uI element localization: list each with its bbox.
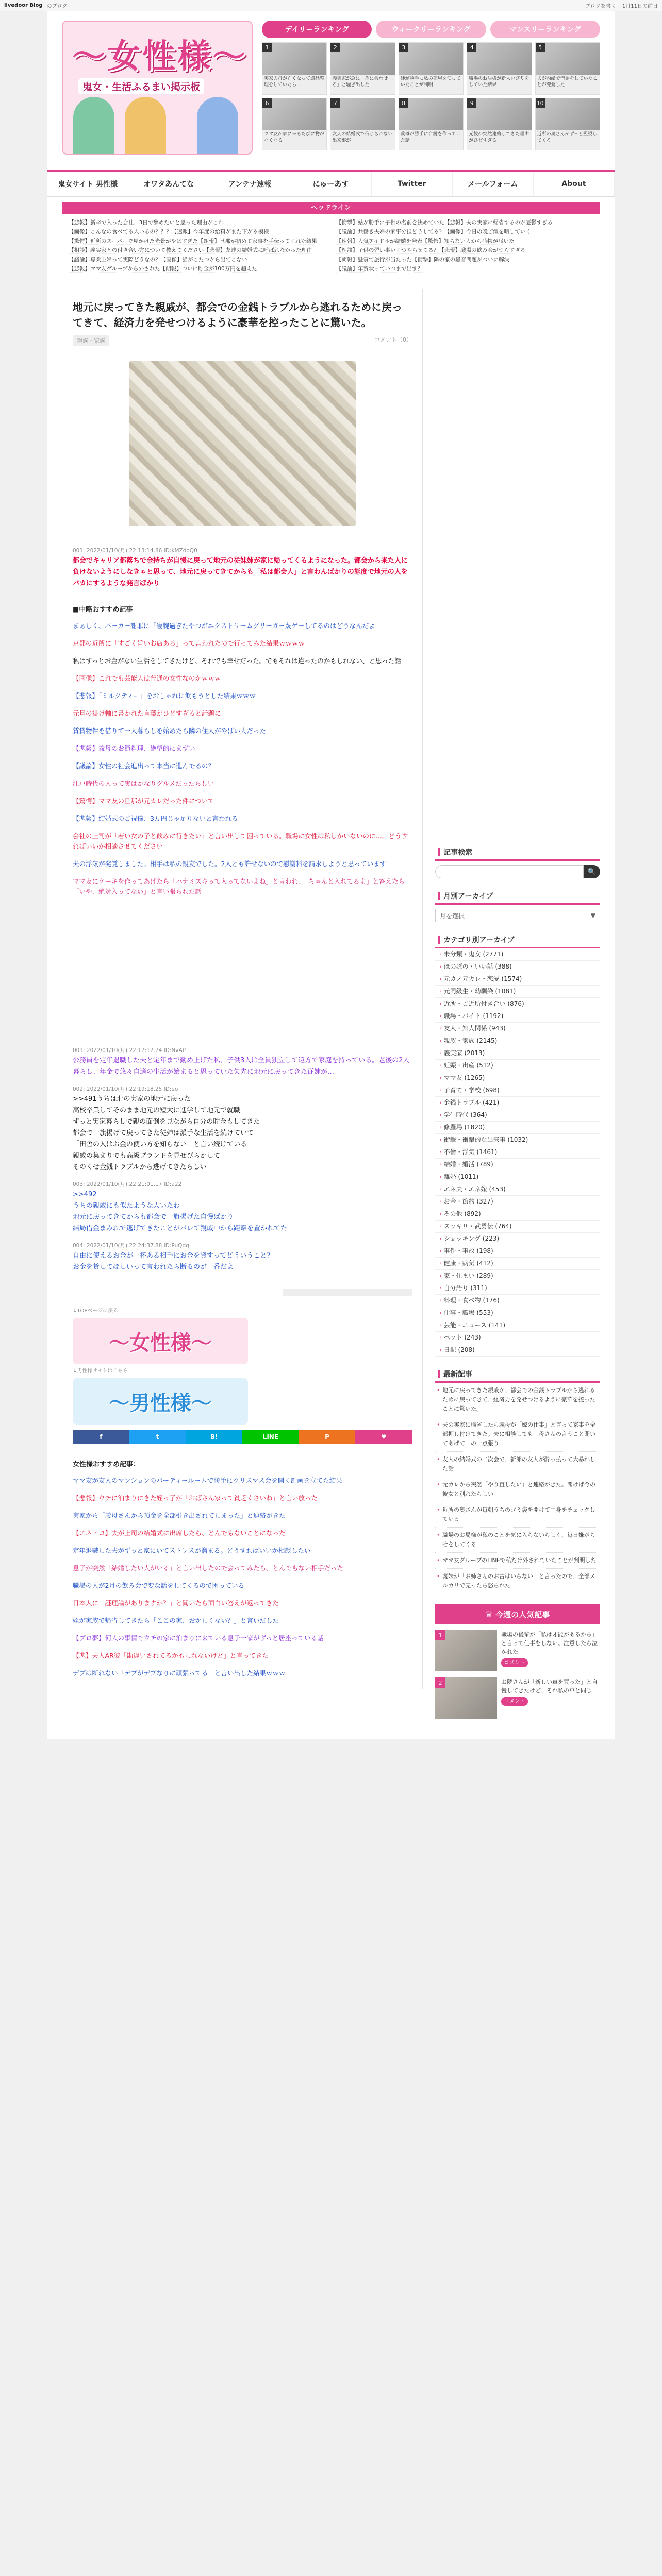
popular-title: お隣さんが「新しい車を買った」と自慢してきたけど、それ私の車と同じ — [501, 1679, 598, 1694]
banner-label: ↓TOPページに戻る — [73, 1308, 119, 1314]
recommended-list — [73, 621, 412, 897]
popular-thumbnail — [435, 1677, 497, 1719]
recommended-link[interactable]: ママ友にケーキを作ってあげたら「ハナミズキって入ってないよね」と言われ、「ちゃんと入れてるよ」と答えたら「いや、絶対入ってない」と言い張られた話 — [73, 877, 405, 895]
ranking-item[interactable] — [535, 98, 600, 150]
category-list — [435, 948, 600, 1357]
recent-article-link[interactable]: • 夫の実家に帰省したら義母が「嫁の仕事」と言って家事を全部押し付けてきた。夫に相談しても「母さんの言うこと聞いてあげて」の一点張り — [435, 1417, 600, 1452]
ranking-number: 9 — [467, 98, 476, 108]
category-link[interactable]: › 芸能・ニュース (141) — [435, 1319, 600, 1332]
category-link[interactable]: › ほのぼの・いい話 (388) — [435, 961, 600, 973]
archive-heading: 月別アーカイブ — [443, 892, 493, 901]
popular-list — [435, 1630, 600, 1719]
recommended-heading: ■中略おすすめ記事 — [73, 606, 133, 614]
headline-item[interactable]: 【議論】専業主婦って実際どうなの？ — [69, 257, 161, 263]
popular-title: 職場の後輩が「私は才能があるから」と言って仕事をしない。注意したら泣かれた — [501, 1631, 598, 1655]
date-link[interactable]: 1月11日の前日 — [622, 4, 658, 9]
category-link[interactable]: › 事件・事故 (198) — [435, 1245, 600, 1258]
category-link[interactable]: › 元カノ元カレ・恋愛 (1574) — [435, 973, 600, 986]
logo-character-left — [73, 97, 114, 154]
ranking-thumbnail — [330, 43, 394, 75]
category-link[interactable]: › 友人・知人関係 (943) — [435, 1023, 600, 1035]
ranking-number: 10 — [536, 98, 545, 108]
search-heading: 記事検索 — [443, 849, 472, 857]
popular-thumbnail — [435, 1630, 497, 1671]
ranking-number: 8 — [399, 98, 408, 108]
recommended-link[interactable]: 【画像】これでも芸能人は普通の女性なのかｗｗｗ — [73, 674, 221, 682]
category-link[interactable]: › 不倫・浮気 (1461) — [435, 1146, 600, 1159]
ranking-thumbnail — [330, 98, 394, 130]
category-link[interactable]: › 衝撃・衝撃的な出来事 (1032) — [435, 1134, 600, 1146]
logo-character-center — [125, 97, 166, 154]
ranking-item[interactable] — [467, 42, 532, 95]
ranking-number: 5 — [536, 43, 545, 52]
recent-heading: 最新記事 — [443, 1370, 472, 1379]
ranking-number: 3 — [399, 43, 408, 52]
response-list-2 — [73, 1046, 412, 1273]
popular-item[interactable] — [435, 1630, 600, 1671]
tab-weekly-ranking[interactable]: ウィークリーランキング — [376, 21, 486, 38]
popular-text — [501, 1677, 600, 1719]
popular-rank: 1 — [435, 1630, 445, 1640]
headline-item[interactable]: 【悲報】職場の飲み会がつらすぎる — [439, 247, 526, 253]
recommended-link[interactable]: 【悲報】義母のお節料理、絶望的にまずい — [73, 744, 195, 752]
headline-item[interactable]: 【速報】今年度の給料がまた下がる模様 — [171, 229, 269, 235]
category-link[interactable]: › 結婚・婚活 (789) — [435, 1159, 600, 1171]
ranking-item-title: 義実家が急に「孫に会わせろ」と騒ぎ出した — [332, 76, 388, 88]
article-title: 地元に戻ってきた親戚が、都会での金銭トラブルから逃れるために戻ってきて、経済力を発せつけるように豪華を控ったことに驚いた。 — [73, 301, 403, 329]
ranking-item[interactable] — [399, 98, 464, 150]
ranking-thumbnail — [467, 43, 531, 75]
recommended-link[interactable]: 【悲】夫人AR彼「勘違いされてるかもしれないけど」と言ってきた — [73, 1652, 269, 1659]
nav-about[interactable]: About — [534, 172, 615, 196]
response-list-1 — [73, 547, 412, 589]
category-link[interactable]: › 妊娠・出産 (512) — [435, 1060, 600, 1072]
recommended-link[interactable]: 【悲報】結婚式のご祝儀、3万円じゃ足りないと言われる — [73, 815, 238, 822]
headline-item[interactable]: 【衝撃】姑が勝手に子供の名前を決めていた — [336, 219, 444, 226]
more-recommended-list — [73, 1476, 412, 1679]
pagination-bar[interactable] — [283, 1289, 412, 1296]
category-link[interactable]: › 未分類・鬼女 (2771) — [435, 948, 600, 961]
popular-item[interactable] — [435, 1677, 600, 1719]
headline-item[interactable]: 【衝撃】隣の家の騒音問題がついに解決 — [412, 257, 509, 263]
ranking-number: 4 — [467, 43, 476, 52]
crown-icon: ♛ — [485, 1609, 493, 1619]
headline-box — [62, 202, 600, 278]
more-heading: 女性様おすすめ記事： — [73, 1461, 140, 1468]
headline-right-column — [336, 218, 593, 274]
category-link[interactable]: › その他 (892) — [435, 1208, 600, 1221]
ranking-tabs — [262, 21, 600, 38]
ranking-item[interactable] — [330, 98, 395, 150]
category-box — [435, 933, 600, 1357]
ranking-thumbnail — [262, 43, 326, 75]
ranking-item[interactable] — [330, 42, 395, 95]
male-site-banner[interactable]: 〜男性様〜 — [73, 1378, 248, 1425]
headline-item[interactable]: 【悲報】新卒で入った会社、3日で辞めたいと思った理由がこれ — [69, 219, 224, 226]
comment-badge: コメント — [501, 1658, 528, 1667]
ranking-item-title: 実家の母が亡くなって遺品整理をしていたら… — [264, 76, 325, 88]
article — [62, 289, 423, 1689]
nav-mail-form[interactable]: メールフォーム — [453, 172, 534, 196]
recent-article-link[interactable]: • 職場のお局様が私のことを気に入らないらしく、毎日嫌がらせをしてくる — [435, 1528, 600, 1553]
archive-select[interactable]: 月を選択 ▼ — [435, 909, 600, 922]
chevron-down-icon: ▼ — [590, 912, 595, 919]
search-box — [435, 845, 600, 878]
ranking-item[interactable] — [467, 98, 532, 150]
headline-item[interactable]: 【朗報】旦那が初めて家事を手伝ってくれた結果 — [197, 238, 317, 244]
category-link[interactable]: › スッキリ・武勇伝 (764) — [435, 1221, 600, 1233]
nav-twitter[interactable]: Twitter — [372, 172, 453, 196]
ranking-item-title: 姉が勝手に私の部屋を使っていたことが判明 — [400, 76, 461, 88]
recommended-link[interactable]: デブは断れない「デブがデブなりに頑張ってる」と言い出した結果ｗｗｗ — [73, 1669, 286, 1677]
recent-article-link[interactable]: • 義妹が「お姉さんのお古はいらない」と言ったので、全部メルカリで売ったら怒られた — [435, 1569, 600, 1594]
article-category[interactable]: 親族・家族 — [73, 335, 109, 346]
ranking-grid — [262, 42, 600, 150]
site-logo[interactable] — [62, 21, 253, 155]
ranking-thumbnail — [262, 98, 326, 130]
ranking-item-title: 近所の奥さんがずっと監視してくる — [537, 132, 598, 143]
eyecatch-image — [129, 361, 356, 526]
category-link[interactable]: › 健康・病気 (412) — [435, 1258, 600, 1270]
ranking-item-title: 友人の結婚式で信じられない出来事が — [332, 132, 393, 143]
ranking-thumbnail — [467, 98, 531, 130]
share-buttons — [73, 1430, 412, 1444]
recommended-link[interactable]: 江戸時代の人って実はかなりグルメだったらしい — [73, 779, 214, 787]
category-link[interactable]: › 金銭トラブル (421) — [435, 1097, 600, 1109]
site-header — [47, 11, 615, 161]
response-text: 自由に使えるお金が一杯ある相手にお金を貸すってどういうこと？ お金を貸してほしいって言われたら断るのが一番だよ — [73, 1252, 274, 1271]
category-link[interactable]: › 修羅場 (1820) — [435, 1122, 600, 1134]
logo-title: 〜女性様〜 — [72, 37, 247, 76]
popular-box — [435, 1604, 600, 1719]
banner-area — [73, 1306, 412, 1425]
headline-item[interactable]: 【議論】共働き夫婦の家事分担どうしてる？ — [336, 229, 444, 235]
recent-list — [435, 1383, 600, 1594]
recommended-link[interactable]: ママ友が友人のマンションのパーティールームで勝手にクリスマス会を開く計画を立てた結果 — [73, 1477, 342, 1484]
livedoor-logo[interactable]: livedoor Blog — [4, 3, 43, 8]
article-meta — [73, 335, 412, 346]
search-input[interactable] — [435, 865, 584, 878]
category-link[interactable]: › エネ夫・エネ嫁 (453) — [435, 1183, 600, 1196]
category-link[interactable]: › ペット (243) — [435, 1332, 600, 1344]
ranking-thumbnail — [536, 43, 600, 75]
ranking-item[interactable] — [535, 42, 600, 95]
headline-item[interactable]: 【相談】義実家との付き合い方について教えてください — [69, 247, 204, 253]
recommended-link[interactable]: 賃貸物件を借りて一人暮らしを始めたら隣の住人がやばい人だった — [73, 727, 267, 735]
ranking-item[interactable] — [399, 42, 464, 95]
response-meta: 001: 2022/01/10(月) 22:17:17.74 ID:NvAP — [73, 1047, 186, 1054]
category-heading: カテゴリ別アーカイブ — [443, 936, 515, 944]
sidebar — [435, 289, 600, 1729]
ranking-thumbnail — [536, 98, 600, 130]
recent-article-link[interactable]: • ママ友グループのLINEで私だけ外されていたことが判明した — [435, 1553, 600, 1569]
recommended-link[interactable]: 会社の上司が「若い女の子と飲みに行きたい」と言い出して困っている。職場に女性は私しかいないのに…。どうすればいいか相談させてください — [73, 832, 408, 850]
content-column — [62, 289, 423, 1729]
response-meta: 003: 2022/01/10(月) 22:21:01.17 ID:a22 — [73, 1181, 182, 1188]
tab-daily-ranking[interactable]: デイリーランキング — [262, 21, 372, 38]
category-link[interactable]: › 離婚 (1011) — [435, 1171, 600, 1183]
livedoor-tagline: のブログ — [46, 4, 68, 9]
recent-article-link[interactable]: • 近所の奥さんが毎朝うちのゴミ袋を開けて中身をチェックしている — [435, 1502, 600, 1528]
headline-item[interactable]: 【朗報】懸賞で旅行が当たった — [336, 257, 412, 263]
headline-item[interactable]: 【悲報】夫の実家に帰省するのが憂鬱すぎる — [444, 219, 553, 226]
category-link[interactable]: › 日記 (208) — [435, 1344, 600, 1357]
ranking-item-title: 元彼が突然連絡してきた理由がひどすぎる — [469, 132, 529, 143]
headline-item[interactable]: 【相談】子供の習い事いくつやらせてる？ — [336, 247, 439, 253]
popular-rank: 2 — [435, 1677, 445, 1688]
response-meta: 002: 2022/01/10(月) 22:19:18.25 ID:eo — [73, 1086, 178, 1092]
category-link[interactable]: › 職場・バイト (1192) — [435, 1010, 600, 1023]
recommended-link[interactable]: 【エネ・コ】夫が上司の結婚式に出席したら、とんでもないことになった — [73, 1529, 286, 1537]
headline-item[interactable]: 【議論】年賀状っていつまで出す？ — [336, 266, 423, 272]
recommended-link[interactable]: 【プロ夢】何人の事情でウチの家に泊まりに来ている息子一家がずっと居座っている話 — [73, 1634, 324, 1642]
article-comment-count[interactable]: コメント（0） — [374, 336, 412, 343]
recommended-link[interactable]: まぁしく、バーカー謝罪に「凄腕過ぎたやつがエクストリームグリーガー蔑ゲーしてるのはどうなんだよ」 — [73, 622, 382, 630]
recommended-link[interactable]: 私はずっとお金がない生活をしてきたけど、それでも幸せだった。でもそれは違ったのかもしれない、と思った話 — [73, 657, 401, 665]
ranking-number: 1 — [262, 43, 272, 52]
recommended-link[interactable]: 京都の近所に「すごく旨いお店ある」って言われたので行ってみた結果ｗｗｗｗ — [73, 639, 305, 647]
headline-item[interactable]: 【悲報】ママ友グループから外された — [69, 266, 160, 272]
write-blog-link[interactable]: ブログを書く — [585, 4, 616, 9]
category-link[interactable]: › 学生時代 (364) — [435, 1109, 600, 1122]
ranking-item-title: 夫が内緒で借金をしていたことが発覚した — [537, 76, 598, 88]
category-link[interactable]: › 近所・ご近所付き合い (876) — [435, 998, 600, 1010]
category-link[interactable]: › ママ友 (1265) — [435, 1072, 600, 1084]
recommended-link[interactable]: 【悲報】ウチに泊まりにきた姪っ子が「おばさん家って貧乏くさいね」と言い放った — [73, 1494, 318, 1502]
recommended-link[interactable]: 元旦の掛け軸に書かれた言葉がひどすぎると話題に — [73, 709, 221, 717]
sidebar-ad-space — [435, 289, 600, 845]
ad-space — [73, 907, 412, 1036]
recommended-link[interactable]: 【議論】女性の社会進出って本当に進んでるの？ — [73, 762, 215, 770]
logo-subtitle: 鬼女・生活ふるまい掲示板 — [78, 78, 204, 94]
ranking-item[interactable] — [262, 42, 327, 95]
banner-label: ↓男性様サイトはこちら — [73, 1368, 128, 1374]
popular-heading: 今週の人気記事 — [495, 1609, 550, 1619]
archive-box — [435, 889, 600, 922]
category-link[interactable]: › ショッキング (223) — [435, 1233, 600, 1245]
ranking-item[interactable] — [262, 98, 327, 150]
recent-box — [435, 1367, 600, 1594]
share-twitter-button[interactable]: t — [129, 1430, 186, 1444]
nav-nyuasu[interactable]: にゅーあす — [290, 172, 371, 196]
ranking-number: 2 — [330, 43, 340, 52]
response-meta: 001: 2022/01/10(月) 22:13:14.86 ID:kMZdoQ0 — [73, 548, 197, 554]
response-text: 都会でキャリア都落ちで金持ちが自慢に戻って地元の従妹姉が家に帰ってくるようになった。都会から来た人に負けないようにしなきゃと思って、地元に戻ってきてからも「私は都会人」と言わんばかりの態度で地元の人をバカにするような発言ばかり — [73, 557, 408, 587]
search-button[interactable]: 🔍 — [584, 865, 600, 878]
recommended-link[interactable]: 【悲報】「ミルクティー」をおしゃれに飲もうとした結果ｗｗｗ — [73, 692, 256, 700]
nav-antenna-sokuho[interactable]: アンテナ速報 — [209, 172, 290, 196]
ranking-item-title: 職場のお局様が新人いびりをしていた結果 — [469, 76, 529, 88]
category-link[interactable]: › 親族・家族 (2145) — [435, 1035, 600, 1047]
recommended-link[interactable]: 職場の人が2月の飲み会で変な話をしてくるので困っている — [73, 1582, 244, 1589]
response-meta: 004: 2022/01/10(月) 22:24:37.88 ID:PuQdg — [73, 1243, 189, 1249]
ranking-panel — [262, 21, 600, 161]
global-nav — [47, 170, 615, 197]
response-text: >>491うちは北の実家の地元に戻った 高校卒業してそのまま地元の短大に進学して地元で就職 ずっと実家暮らしで親の面倒を見ながら自分の貯金もしてきた 都会で一旗揚げて戻ってきた従姉は派手な生活を続けていて 「田舎の人はお金の使い方を知らない」と言い続けている 親戚の集まりでも高級ブランドを見せびらかして そのくせ金銭トラブルから逃げてきたらしい — [73, 1095, 260, 1171]
headline-item[interactable]: 【悲報】友達の結婚式に呼ばれなかった理由 — [204, 247, 312, 253]
headline-item[interactable]: 【画像】今日の晩ご飯を晒していく — [444, 229, 531, 235]
share-hatena-button[interactable]: B! — [186, 1430, 242, 1444]
category-link[interactable]: › 自分語り (311) — [435, 1282, 600, 1295]
headline-item[interactable]: 【驚愕】近所のスーパーで見かけた光景がやばすぎた — [69, 238, 198, 244]
headline-item[interactable]: 【驚愕】知らない人から荷物が届いた — [422, 238, 515, 244]
share-like-button[interactable]: ♥ — [355, 1430, 412, 1444]
category-link[interactable]: › 子育て・学校 (698) — [435, 1084, 600, 1097]
response-text: 公務員を定年退職した夫と定年まで勤め上げた私、子供3人は全員独立して遠方で家庭を持っている。老後の2人暮らし、年金で悠々自適の生活が始まると思っていた矢先に地元に戻ってきた従姉が… — [73, 1057, 410, 1076]
headline-item[interactable]: 【朗報】ついに貯金が100万円を超えた — [160, 266, 257, 272]
popular-text — [501, 1630, 600, 1671]
recommended-link[interactable]: 姪が家族で帰省してきたら「ここの家、おかしくない？」と言いだした — [73, 1617, 279, 1624]
headline-item[interactable]: 【速報】人気アイドルが結婚を発表 — [336, 238, 423, 244]
headline-item[interactable]: 【画像】猫がこたつから出てこない — [160, 257, 247, 263]
category-link[interactable]: › 家・住まい (289) — [435, 1270, 600, 1282]
tab-monthly-ranking[interactable]: マンスリーランキング — [490, 21, 600, 38]
recommended-link[interactable]: 定年退職した夫がずっと家にいてストレスが溜まる。どうすればいいか相談したい — [73, 1547, 311, 1554]
recommended-link[interactable]: 息子が突然「結婚したい人がいる」と言い出したので会ってみたら、とんでもない相手だった — [73, 1564, 344, 1572]
recommended-link[interactable]: 実家から「義母さんから預金を全部引き出されてしまった」と連絡がきた — [73, 1512, 286, 1519]
top-page-banner[interactable]: 〜女性様〜 — [73, 1318, 248, 1364]
ranking-number: 7 — [330, 98, 340, 108]
headline-item[interactable]: 【画像】こんなの食べてる人いるの？？？ — [69, 229, 172, 235]
nav-owata-antenna[interactable]: オワタあんてな — [128, 172, 209, 196]
recent-article-link[interactable]: • 友人の結婚式の二次会で、新郎の友人が酔っ払って大暴れした話 — [435, 1452, 600, 1477]
comment-badge: コメント — [501, 1697, 528, 1706]
ranking-item-title: ママ友が家に来るたびに物がなくなる — [264, 132, 325, 143]
ranking-number: 6 — [262, 98, 272, 108]
ranking-thumbnail — [399, 43, 463, 75]
livedoor-topbar — [0, 0, 662, 11]
ranking-item-title: 義母が勝手に合鍵を作っていた話 — [400, 132, 461, 143]
share-pocket-button[interactable]: P — [299, 1430, 356, 1444]
logo-character-right — [197, 97, 238, 154]
response-text: >>492 うちの親戚にも似たような人いたわ 地元に戻ってきてからも都会で一旗揚げた自慢ばかり 結局借金まみれで逃げてきたことがバレて親戚中から距離を置かれてた — [73, 1191, 288, 1232]
recommended-link[interactable]: 夫の浮気が発覚しました。相手は私の親友でした。2人とも許せないので慰謝料を請求しようと思っています — [73, 860, 386, 868]
nav-male-site[interactable]: 鬼女サイト 男性様 — [47, 172, 128, 196]
page-wrapper — [47, 11, 615, 1739]
category-link[interactable]: › 仕事・職場 (553) — [435, 1307, 600, 1319]
recent-article-link[interactable]: • 元カレから突然「やり直したい」と連絡がきた。聞けば今の彼女と別れたらしい — [435, 1477, 600, 1502]
category-link[interactable]: › 元同級生・幼馴染 (1081) — [435, 986, 600, 998]
headline-left-column — [69, 218, 326, 274]
headline-title: ヘッドライン — [62, 202, 600, 214]
category-link[interactable]: › 義実家 (2013) — [435, 1047, 600, 1060]
recommended-link[interactable]: 【驚愕】ママ友の旦那が元カレだった件について — [73, 797, 214, 805]
recommended-link[interactable]: 日本人に「謎理論がありますか？」と聞いたら面白い答えが返ってきた — [73, 1599, 279, 1607]
category-link[interactable]: › お金・節約 (327) — [435, 1196, 600, 1208]
category-link[interactable]: › 料理・食べ物 (176) — [435, 1295, 600, 1307]
share-line-button[interactable]: LINE — [242, 1430, 299, 1444]
main-area — [47, 278, 615, 1739]
share-facebook-button[interactable]: f — [73, 1430, 129, 1444]
ranking-thumbnail — [399, 98, 463, 130]
recent-article-link[interactable]: • 地元に戻ってきた親戚が、都会での金銭トラブルから逃れるために戻ってきて、経済力を発せつけるように豪華を控ったことに驚いた。 — [435, 1383, 600, 1417]
